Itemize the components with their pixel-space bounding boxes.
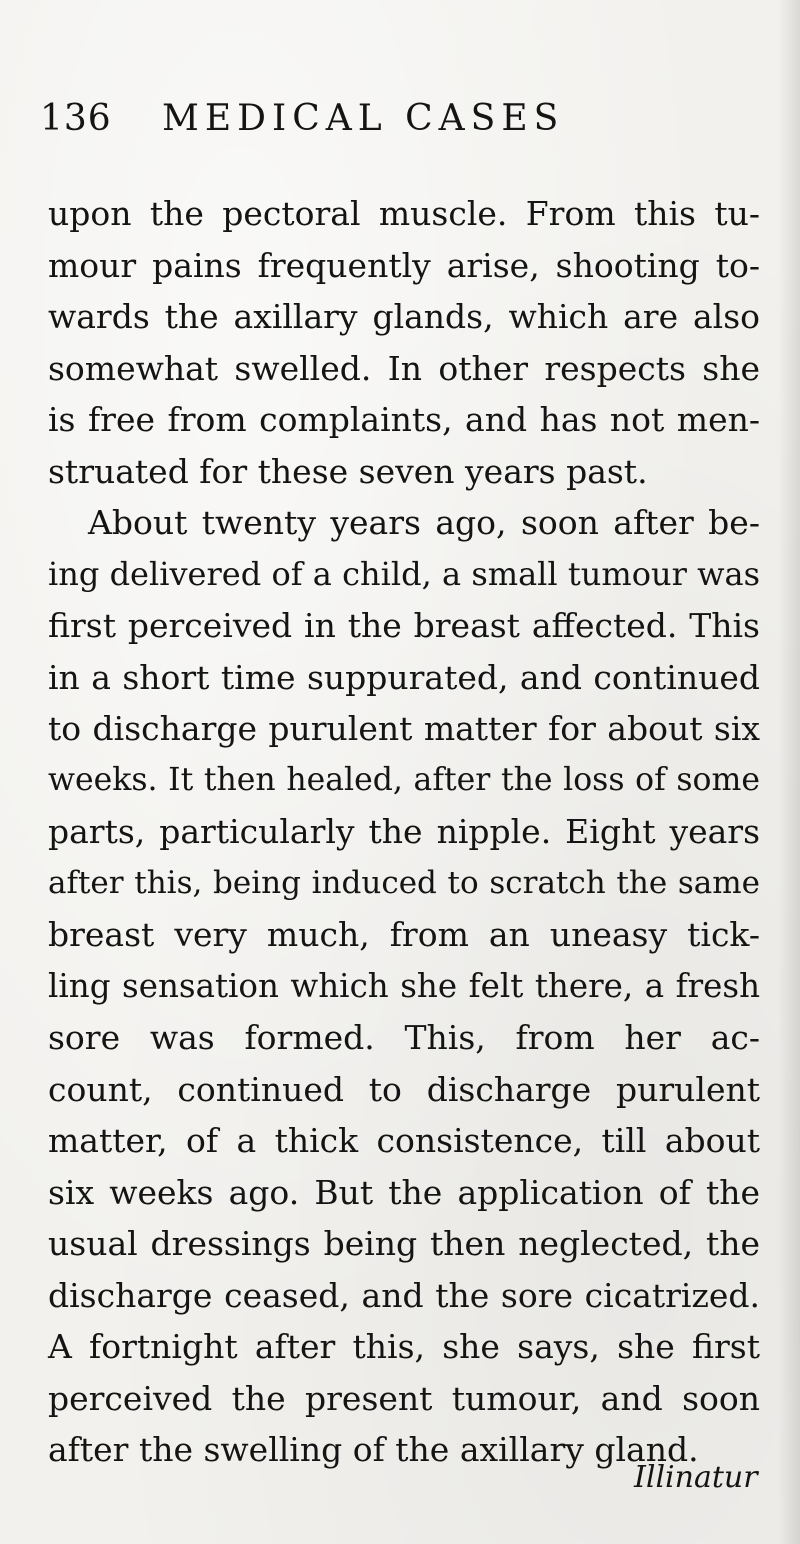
text-line: upon the pectoral muscle. From this tu- (48, 194, 760, 233)
text-line: struated for these seven years past. (48, 451, 648, 491)
text-line: count, continued to discharge purulent (48, 1069, 760, 1109)
text-line: A fortnight after this, she says, she first (48, 1327, 760, 1366)
catchword: Illinatur (634, 1460, 758, 1495)
text-line: to discharge purulent matter for about six (48, 709, 760, 748)
text-line: weeks. It then healed, after the loss of some (48, 761, 760, 798)
running-head: MEDICAL CASES (162, 98, 565, 139)
page-number: 136 (40, 98, 112, 139)
text-line: sore was formed. This, from her ac- (48, 1018, 760, 1057)
text-line: mour pains frequently arise, shooting to- (48, 245, 760, 285)
page-edge-shadow (778, 0, 800, 1544)
page-header (40, 98, 650, 148)
text-line: ling sensation which she felt there, a fresh (48, 966, 760, 1005)
text-line: parts, particularly the nipple. Eight years (48, 812, 760, 851)
text-line: matter, of a thick consistence, till about (48, 1121, 760, 1160)
text-line: perceived the present tumour, and soon (48, 1378, 760, 1418)
text-line: breast very much, from an uneasy tick- (48, 915, 760, 954)
text-line: usual dressings being then neglected, the (48, 1224, 760, 1263)
text-line: after this, being induced to scratch the same (48, 864, 760, 901)
text-line: wards the axillary glands, which are also (48, 297, 760, 336)
text-line: About twenty years ago, soon after be- (88, 503, 760, 542)
text-line: somewhat swelled. In other respects she (48, 348, 760, 388)
text-line: first perceived in the breast affected. This (48, 606, 760, 645)
text-line: in a short time suppurated, and continued (48, 657, 760, 697)
text-line: after the swelling of the axillary gland. (48, 1430, 699, 1469)
text-line: discharge ceased, and the sore cicatrized. (48, 1275, 760, 1315)
body-text (48, 188, 760, 1476)
text-line: six weeks ago. But the application of the (48, 1172, 760, 1212)
text-line: ing delivered of a child, a small tumour was (48, 554, 760, 593)
text-line: is free from complaints, and has not men- (48, 400, 760, 439)
